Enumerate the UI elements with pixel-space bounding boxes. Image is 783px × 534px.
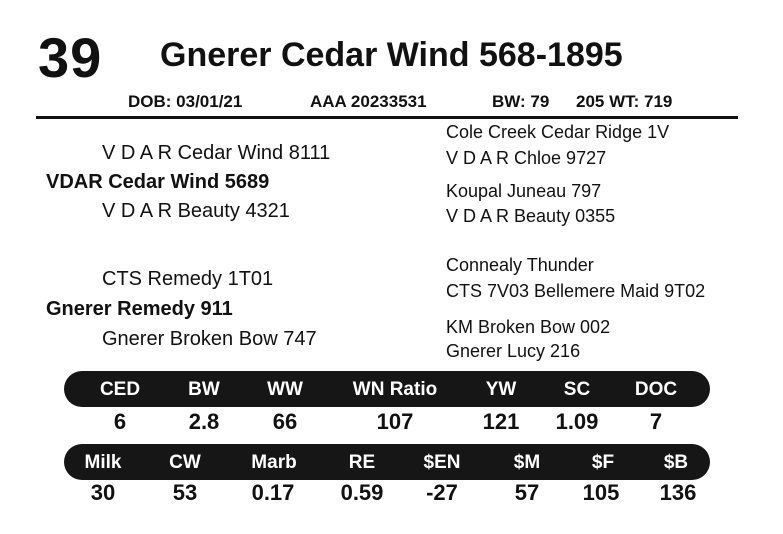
epd-label-re: RE [348,452,376,473]
epd-header-bar-1 [64,371,710,407]
sire-sire-sire: Cole Creek Cedar Ridge 1V [446,122,670,142]
epd-value-b: 136 [659,480,697,505]
epd-label-en: $EN [423,452,461,473]
dam-sire: CTS Remedy 1T01 [102,268,274,290]
animal-name: Gnerer Cedar Wind 568-1895 [160,36,623,74]
dam-sire-sire: Connealy Thunder [446,255,594,275]
epd-label-bw: BW [188,379,220,400]
epd-header-bar-2 [64,444,710,480]
epd-value-ww: 66 [272,409,298,434]
sire-sire: V D A R Cedar Wind 8111 [102,142,331,164]
sire-dam: V D A R Beauty 4321 [102,200,290,222]
dam-dam: Gnerer Broken Bow 747 [102,328,317,350]
epd-label-wn-ratio: WN Ratio [352,379,438,400]
registration-number: AAA 20233531 [310,92,427,111]
dam-dam-dam: Gnerer Lucy 216 [446,341,581,361]
epd-label-milk: Milk [84,452,122,473]
sire: VDAR Cedar Wind 5689 [46,171,270,193]
dam: Gnerer Remedy 911 [46,298,233,320]
epd-value-m: 57 [514,480,540,505]
epd-label-yw: YW [485,379,517,400]
dam-sire-dam: CTS 7V03 Bellemere Maid 9T02 [446,281,706,301]
sire-sire-dam: V D A R Chloe 9727 [446,148,607,168]
epd-value-milk: 30 [90,480,116,505]
epd-value-wn-ratio: 107 [376,409,414,434]
epd-label-ww: WW [267,379,303,400]
epd-value-cw: 53 [172,480,198,505]
epd-label-marb: Marb [251,452,297,473]
epd-value-yw: 121 [482,409,520,434]
epd-value-ced: 6 [113,409,127,434]
epd-label-cw: CW [169,452,201,473]
dob: DOB: 03/01/21 [128,92,243,111]
epd-value-sc: 1.09 [555,409,599,434]
epd-value-bw: 2.8 [188,409,220,434]
epd-label-b: $B [663,452,689,473]
birth-weight: BW: 79 [492,92,550,111]
epd-value-en: -27 [426,480,458,505]
epd-label-m: $M [513,452,541,473]
dam-dam-sire: KM Broken Bow 002 [446,317,611,337]
epd-label-f: $F [591,452,615,473]
weaning-weight-205: 205 WT: 719 [576,92,673,111]
epd-label-ced: CED [99,379,141,400]
sire-dam-dam: V D A R Beauty 0355 [446,206,616,226]
epd-value-re: 0.59 [340,480,384,505]
epd-value-doc: 7 [649,409,663,434]
epd-value-f: 105 [582,480,620,505]
epd-value-marb: 0.17 [251,480,295,505]
epd-label-sc: SC [563,379,591,400]
sire-dam-sire: Koupal Juneau 797 [446,181,602,201]
epd-label-doc: DOC [634,379,678,400]
lot-number: 39 [38,26,103,89]
header-rule [36,116,738,119]
